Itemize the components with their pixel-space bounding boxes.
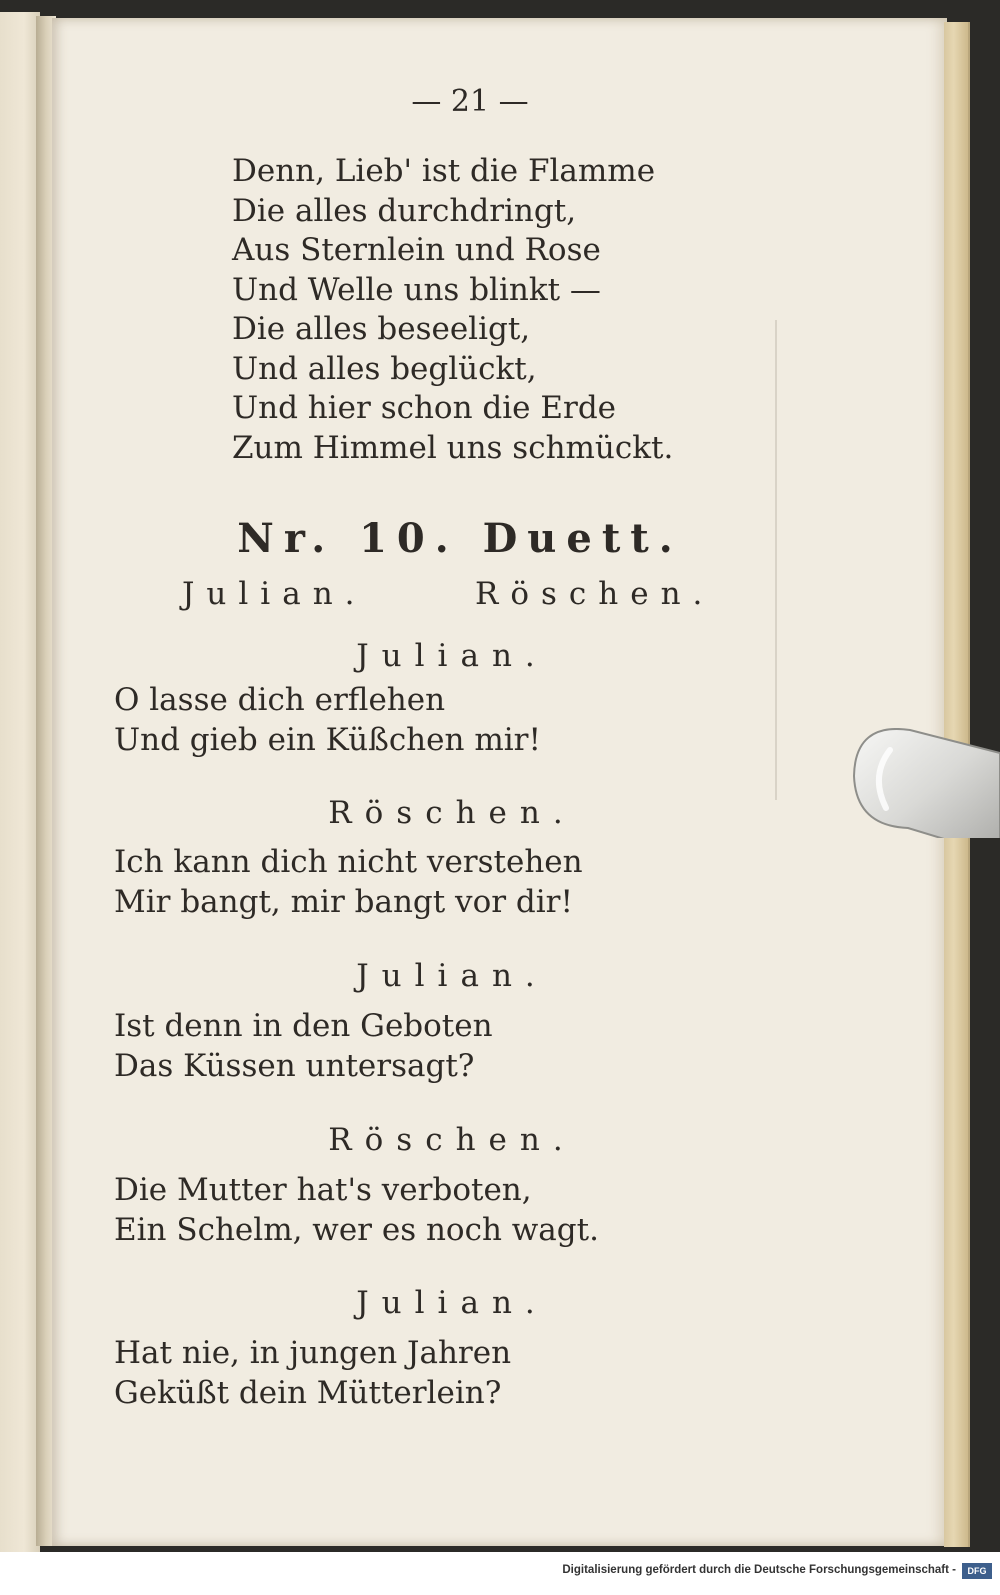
dialogue-line: Und gieb ein Küßchen mir! xyxy=(114,722,541,758)
speaker-name: Röschen. xyxy=(328,795,576,831)
dialogue-line: Geküßt dein Mütterlein? xyxy=(114,1375,502,1411)
dialogue-line: Ein Schelm, wer es noch wagt. xyxy=(114,1212,599,1248)
verse-line: Aus Sternlein und Rose xyxy=(232,232,601,268)
dialogue-lines xyxy=(114,1333,511,1413)
verse-line: Und hier schon die Erde xyxy=(232,390,617,426)
dialogue-line: Hat nie, in jungen Jahren xyxy=(114,1335,512,1371)
speaker-name: Julian. xyxy=(356,1285,548,1321)
dialogue-lines xyxy=(114,1006,493,1086)
speaker-name: Julian. xyxy=(356,638,548,674)
left-page-edge xyxy=(0,12,40,1552)
cast-member: Röschen. xyxy=(475,576,715,612)
verse-line: Und alles beglückt, xyxy=(232,350,537,387)
page-number: — 21 — xyxy=(411,84,529,119)
funding-credit: Digitalisierung gefördert durch die Deutsche Forschungsgemeinschaft - xyxy=(562,1564,956,1576)
dialogue-line: O lasse dich erflehen xyxy=(114,682,446,718)
dialogue-line: Ich kann dich nicht verstehen xyxy=(114,844,583,880)
section-heading: Nr. 10. Duett. xyxy=(237,515,683,562)
dialogue-line: Ist denn in den Geboten xyxy=(114,1008,493,1044)
dialogue-lines xyxy=(114,1170,599,1250)
dialogue-lines xyxy=(114,680,541,760)
speaker-name: Julian. xyxy=(356,958,548,994)
speaker-name: Röschen. xyxy=(328,1122,576,1158)
verse-line: Zum Himmel uns schmückt. xyxy=(232,429,674,466)
dialogue-lines xyxy=(114,842,583,922)
cast-member: Julian. xyxy=(182,576,367,612)
verse-line: Denn, Lieb' ist die Flamme xyxy=(232,153,656,189)
dialogue-line: Mir bangt, mir bangt vor dir! xyxy=(114,884,573,920)
page-holder-clip xyxy=(850,728,1000,838)
verse-line: Die alles beseeligt, xyxy=(232,311,531,347)
verse-line: Und Welle uns blinkt — xyxy=(232,271,601,308)
bleed-through-frame xyxy=(775,320,783,800)
dfg-logo: DFG xyxy=(962,1563,992,1579)
verse-line: Die alles durchdringt, xyxy=(232,192,577,229)
verse-stanza xyxy=(232,152,673,468)
footer-bar xyxy=(0,1552,1000,1595)
dialogue-line: Das Küssen untersagt? xyxy=(114,1048,475,1084)
dialogue-line: Die Mutter hat's verboten, xyxy=(114,1172,532,1208)
